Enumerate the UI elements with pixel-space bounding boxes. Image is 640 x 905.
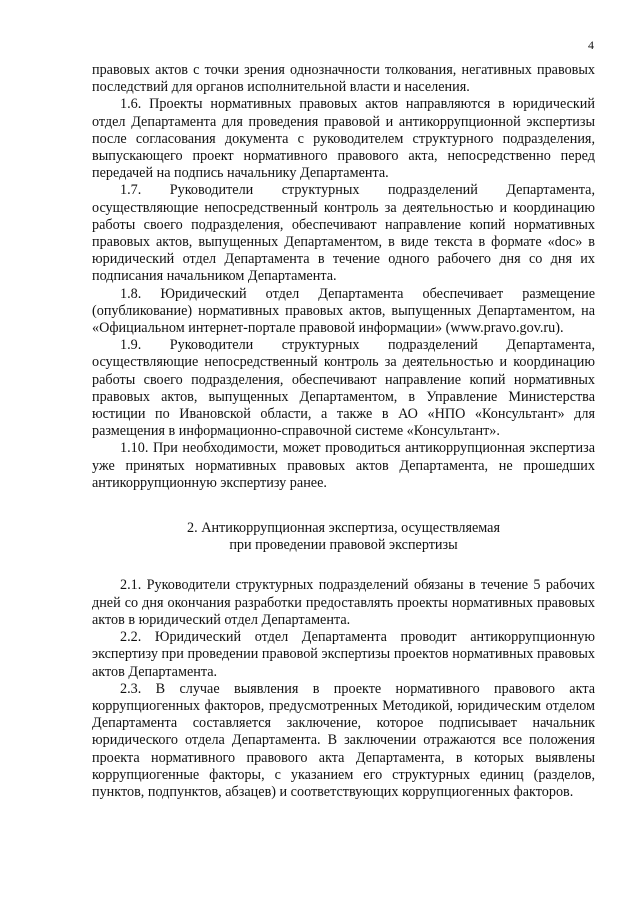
document-body [92, 62, 595, 801]
paragraph-1-7: 1.7. Руководители структурных подразделений Департамента, осуществляющие непосредственный контроль за деятельностью и координацию работы своего подразделения, обеспечивают направление копий нормативных правовых актов, выпущенных Департаментом, в виде текста в формате «doc» в юридический отдел Департамента в течение одного рабочего дня со дня их подписания начальником Департамента. [92, 182, 595, 285]
paragraph-1-8: 1.8. Юридический отдел Департамента обеспечивает размещение (опубликование) нормативных правовых актов, выпущенных Департаментом, на «Официальном интернет-портале правовой информации» (www.pravo.gov.ru). [92, 285, 595, 337]
page-number: 4 [588, 38, 594, 52]
paragraph-1-9: 1.9. Руководители структурных подразделений Департамента, осуществляющие непосредственный контроль за деятельностью и координацию работы своего подразделения, обеспечивают направление копий нормативных правовых актов, выпущенных Департаментом, в Управление Министерства юстиции по Ивановской области, а также в АО «НПО «Консультант» для размещения в информационно-справочной системе «Консультант». [92, 337, 595, 440]
section-heading [92, 520, 595, 554]
paragraph-2-3: 2.3. В случае выявления в проекте нормативного правового акта коррупциогенных факторов, предусмотренных Методикой, юридическим отделом Департамента составляется заключение, которое подписывает начальник юридического отдела Департамента. В заключении отражаются все положения проекта нормативного правового акта Департамента, в которых выявлены коррупциогенные факторы, с указанием его структурных единиц (разделов, пунктов, подпунктов, абзацев) и соответствующих коррупциогенных факторов. [92, 680, 595, 800]
paragraph-2-2: 2.2. Юридический отдел Департамента проводит антикоррупционную экспертизу при проведении правовой экспертизы проектов нормативных правовых актов Департамента. [92, 629, 595, 680]
paragraph-1-6: 1.6. Проекты нормативных правовых актов направляются в юридический отдел Департамента для проведения правовой и антикоррупционной экспертизы после согласования документа с руководителем структурного подразделения, выпускающего проект нормативного правового акта, непосредственно перед передачей на подпись начальнику Департамента. [92, 96, 595, 182]
section-heading-line-2: при проведении правовой экспертизы [229, 537, 458, 554]
paragraph-continuation: правовых актов с точки зрения однозначности толкования, негативных правовых последствий для органов исполнительной власти и населения. [92, 62, 595, 96]
spacer [92, 554, 595, 577]
spacer [92, 492, 595, 520]
paragraph-1-10: 1.10. При необходимости, может проводиться антикоррупционная экспертиза уже принятых нормативных правовых актов Департамента, не прошедших антикоррупционную экспертизу ранее. [92, 440, 595, 491]
paragraph-2-1: 2.1. Руководители структурных подразделений обязаны в течение 5 рабочих дней со дня окончания разработки предоставлять проекты нормативных правовых актов в юридический отдел Департамента. [92, 577, 595, 628]
section-heading-line-1: 2. Антикоррупционная экспертиза, осуществляемая [187, 520, 500, 537]
